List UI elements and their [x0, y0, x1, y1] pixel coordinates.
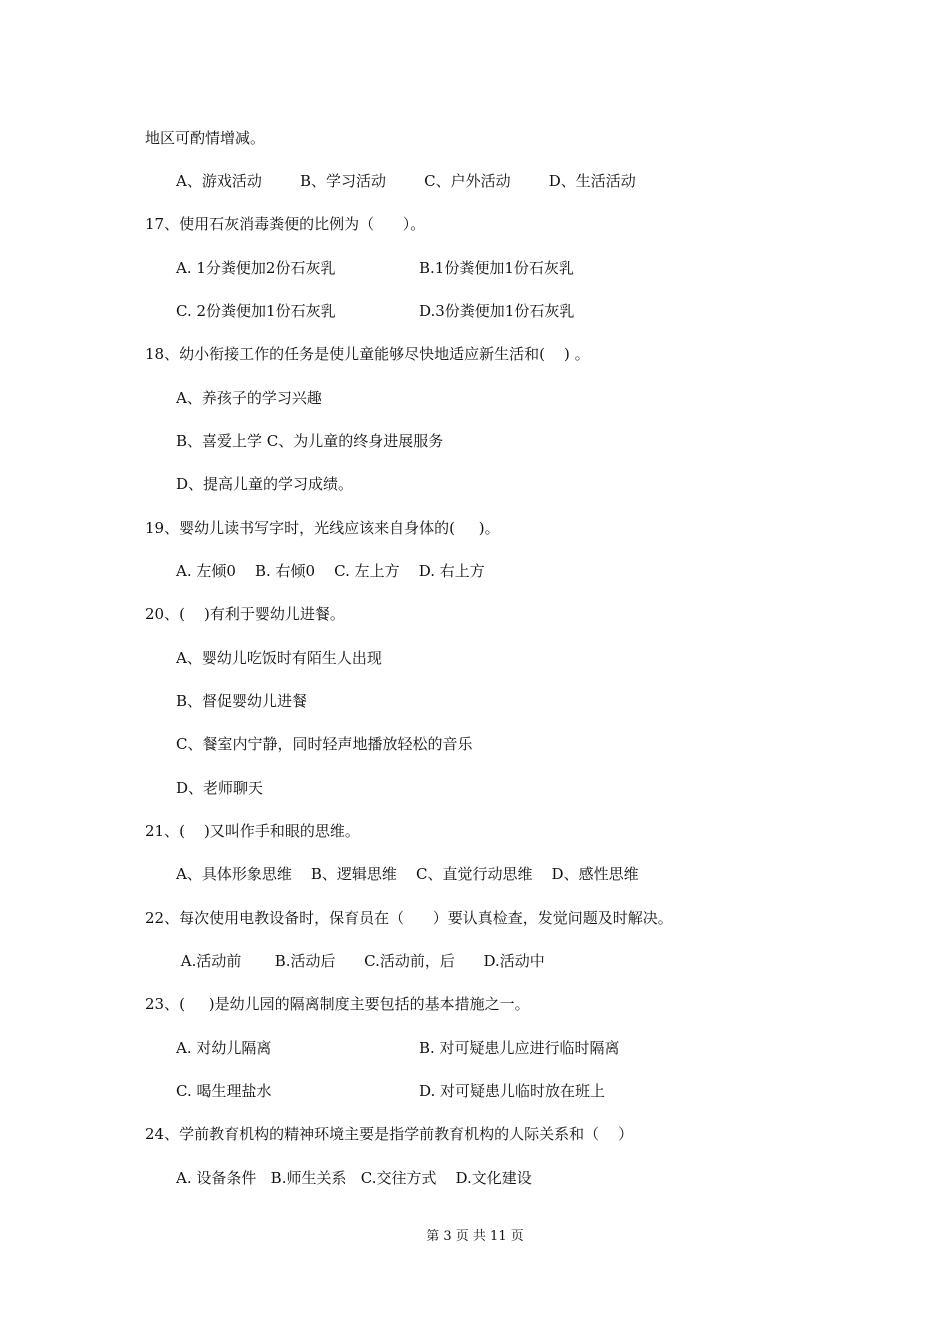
q22-question: 22、每次使用电教设备时，保育员在（ ）要认真检查，发觉问题及时解决。 — [145, 909, 673, 927]
q23-option-c: C. 喝生理盐水 — [176, 1082, 272, 1100]
q20-question: 20、( )有利于婴幼儿进餐。 — [145, 605, 345, 623]
q17-option-b: B.1份粪便加1份石灰乳 — [419, 259, 574, 277]
q23-question: 23、( )是幼儿园的隔离制度主要包括的基本措施之一。 — [145, 995, 530, 1013]
q23-option-a: A. 对幼儿隔离 — [176, 1039, 272, 1057]
q17-option-c: C. 2份粪便加1份石灰乳 — [176, 302, 336, 320]
q19-question: 19、婴幼儿读书写字时，光线应该来自身体的( )。 — [145, 519, 500, 537]
q23-option-d: D. 对可疑患儿临时放在班上 — [419, 1082, 606, 1100]
q16-options: A、游戏活动 B、学习活动 C、户外活动 D、生活活动 — [176, 172, 636, 190]
continued-question-text: 地区可酌情增减。 — [145, 129, 266, 147]
q17-option-d: D.3份粪便加1份石灰乳 — [419, 302, 575, 320]
q17-question: 17、使用石灰消毒粪便的比例为（ ）。 — [145, 215, 426, 233]
q22-options: A.活动前 B.活动后 C.活动前，后 D.活动中 — [176, 952, 545, 970]
q18-option-a: A、养孩子的学习兴趣 — [176, 389, 322, 407]
q23-option-b: B. 对可疑患儿应进行临时隔离 — [419, 1039, 620, 1057]
q20-option-d: D、老师聊天 — [176, 779, 264, 797]
q20-option-a: A、婴幼儿吃饭时有陌生人出现 — [176, 649, 382, 667]
q21-options: A、具体形象思维 B、逻辑思维 C、直觉行动思维 D、感性思维 — [176, 865, 639, 883]
q24-question: 24、学前教育机构的精神环境主要是指学前教育机构的人际关系和（ ） — [145, 1125, 634, 1143]
q20-option-b: B、督促婴幼儿进餐 — [176, 692, 308, 710]
page-footer: 第 3 页 共 11 页 — [426, 1229, 524, 1244]
q24-options: A. 设备条件 B.师生关系 C.交往方式 D.文化建设 — [176, 1169, 532, 1187]
q20-option-c: C、餐室内宁静，同时轻声地播放轻松的音乐 — [176, 735, 473, 753]
q17-option-a: A. 1分粪便加2份石灰乳 — [176, 259, 336, 277]
q18-question: 18、幼小衔接工作的任务是使儿童能够尽快地适应新生活和( ) 。 — [145, 345, 590, 363]
q19-options: A. 左倾0 B. 右倾0 C. 左上方 D. 右上方 — [176, 562, 485, 580]
q21-question: 21、( )又叫作手和眼的思维。 — [145, 822, 360, 840]
q18-option-bc: B、喜爱上学 C、为儿童的终身进展服务 — [176, 432, 444, 450]
q18-option-d: D、提高儿童的学习成绩。 — [176, 475, 354, 493]
